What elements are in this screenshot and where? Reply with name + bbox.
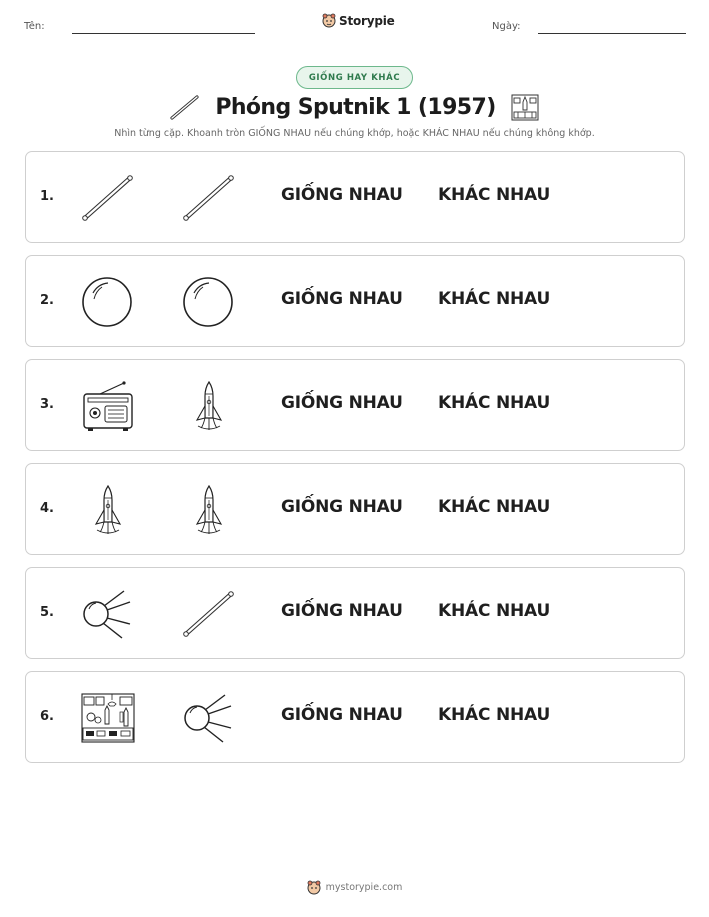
same-option[interactable]: GIỐNG NHAU [281,497,403,517]
brand-name: Storypie [339,13,395,28]
different-option[interactable]: KHÁC NHAU [438,497,551,517]
page-title: Phóng Sputnik 1 (1957) [215,94,496,120]
same-option[interactable]: GIỐNG NHAU [281,289,403,309]
same-option[interactable]: GIỐNG NHAU [281,705,403,725]
antenna-rod-icon [181,588,237,640]
different-option[interactable]: KHÁC NHAU [438,289,551,309]
pair-card [25,151,685,243]
pair-number: 5. [40,605,54,620]
pair-card [25,255,685,347]
antenna-rod-icon [181,172,237,224]
pair-card [25,671,685,763]
category-tag [296,66,413,89]
rocket-icon [181,380,237,432]
name-label: Tên: [24,21,45,32]
footer-url[interactable]: mystorypie.com [325,882,403,893]
different-option[interactable]: KHÁC NHAU [438,601,551,621]
pair-number: 4. [40,501,54,516]
instructions: Nhìn từng cặp. Khoanh tròn GIỐNG NHAU nếu chúng khớp, hoặc KHÁC NHAU nếu chúng không khớp. [114,128,595,139]
same-option[interactable]: GIỐNG NHAU [281,185,403,205]
storypie-mascot-icon [307,880,321,895]
name-line[interactable] [72,33,255,34]
radio-icon [80,380,136,432]
pair-number: 3. [40,397,54,412]
brand-logo [322,13,395,28]
pair-card [25,567,685,659]
launch-control-room-icon [80,692,136,744]
pair-number: 1. [40,189,54,204]
different-option[interactable]: KHÁC NHAU [438,185,551,205]
pair-number: 6. [40,709,54,724]
pair-card [25,463,685,555]
footer [0,880,709,895]
launch-control-room-icon [510,92,540,122]
sputnik-icon [80,588,136,640]
date-label: Ngày: [492,21,521,32]
different-option[interactable]: KHÁC NHAU [438,705,551,725]
date-line[interactable] [538,33,686,34]
different-option[interactable]: KHÁC NHAU [438,393,551,413]
antenna-rod-icon [169,93,201,121]
same-option[interactable]: GIỐNG NHAU [281,601,403,621]
title-row [0,90,709,124]
sphere-icon [181,276,237,328]
same-option[interactable]: GIỐNG NHAU [281,393,403,413]
storypie-mascot-icon [322,13,336,28]
category-tag-text: GIỐNG HAY KHÁC [308,72,401,83]
rocket-icon [181,484,237,536]
sphere-icon [80,276,136,328]
pair-card [25,359,685,451]
sputnik-icon [181,692,237,744]
antenna-rod-icon [80,172,136,224]
pair-number: 2. [40,293,54,308]
rocket-icon [80,484,136,536]
